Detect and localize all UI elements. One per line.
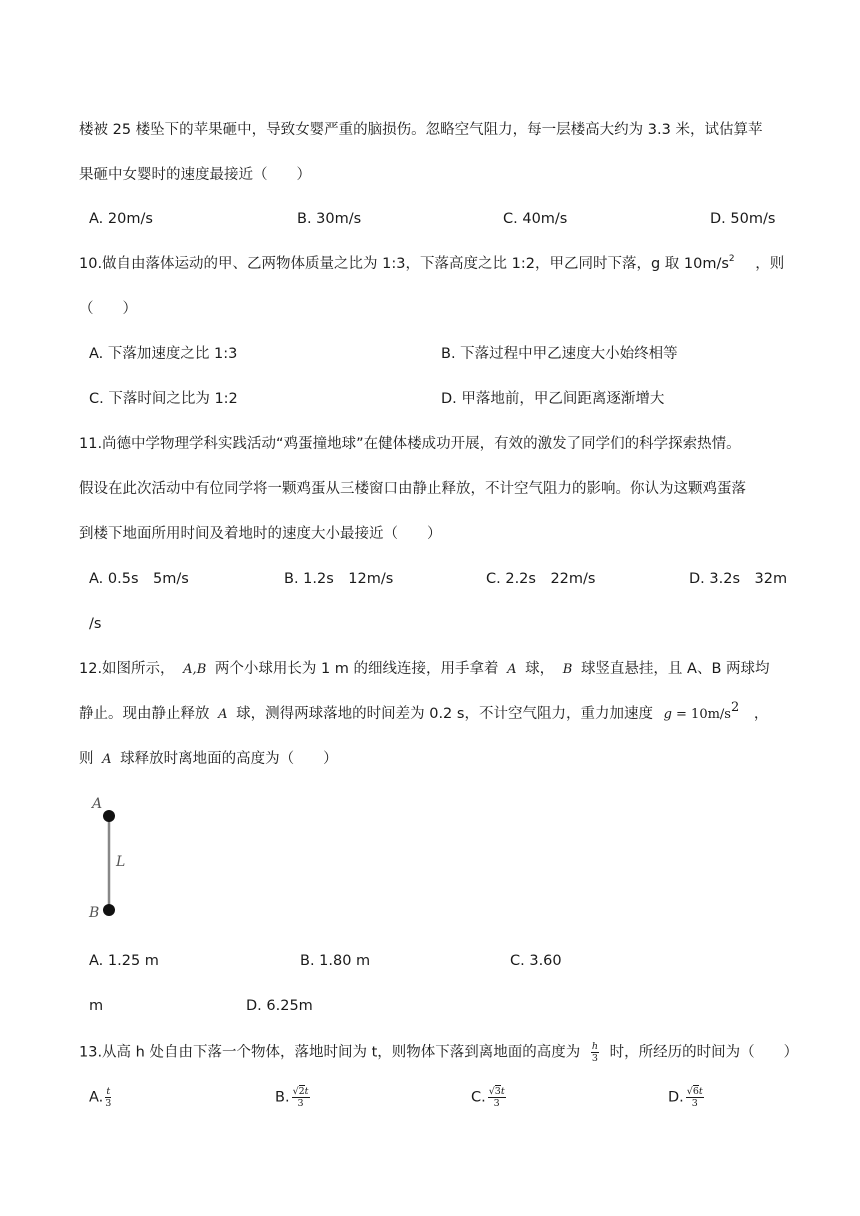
q12-stem-line3 (79, 749, 338, 770)
q13-option-d-label: D. (668, 1089, 684, 1106)
q13-option-c-label: C. (471, 1089, 486, 1106)
q12-math-b1: B (562, 662, 573, 677)
q11-stem-line3: 到楼下地面所用时间及着地时的速度大小最接近（ ） (79, 526, 442, 542)
q12-stem-line1 (79, 659, 770, 680)
q13-option-c-den: 3 (493, 1098, 500, 1109)
q9-option-a[interactable]: A. 20m/s (89, 211, 153, 227)
q13-option-c-num-wrap: √3t (488, 1086, 505, 1097)
q12-option-a[interactable]: A. 1.25 m (89, 953, 159, 969)
q11-option-d[interactable]: D. 3.2s 32m (689, 571, 788, 587)
q13-option-d-num: t (698, 1086, 703, 1097)
q13-option-a[interactable] (89, 1086, 113, 1109)
q13-stem (79, 1041, 798, 1064)
q13-option-c-frac (488, 1086, 506, 1109)
q10-option-c[interactable]: C. 下落时间之比为 1:2 (89, 391, 238, 407)
q13-frac-num: h (591, 1041, 598, 1052)
q10-stem-line2: （ ） (79, 301, 137, 317)
q13-option-a-label: A. (89, 1089, 104, 1106)
figure-label-a: A (92, 796, 103, 812)
q13-option-b-root: 2 (298, 1086, 305, 1097)
q13-option-b-den: 3 (297, 1098, 304, 1109)
q9-option-c[interactable]: C. 40m/s (503, 211, 568, 227)
q9-text-line1: 楼被 25 楼坠下的苹果砸中，导致女婴严重的脑损伤。忽略空气阻力，每一层楼高大约为 3.3 米，试估算苹 (79, 122, 763, 138)
q10-stem-text: 10.做自由落体运动的甲、乙两物体质量之比为 1:3，下落高度之比 1:2，甲乙同时下落，g 取 10m/s (79, 256, 729, 272)
q13-option-b[interactable] (275, 1086, 312, 1109)
q10-option-d[interactable]: D. 甲落地前，甲乙间距离逐渐增大 (441, 391, 665, 407)
q13-option-a-frac (105, 1086, 111, 1109)
q12-option-b[interactable]: B. 1.80 m (300, 953, 371, 969)
q13-option-d[interactable] (668, 1086, 706, 1109)
q12-math-a1: A (507, 662, 517, 677)
q13-option-b-frac (292, 1086, 310, 1109)
q12-math-a3: A (102, 752, 112, 767)
q12-stem-b: 两个小球用长为 1 m 的细线连接，用手拿着 (214, 661, 499, 677)
q13-option-d-frac (686, 1086, 704, 1109)
figure-ball-a (103, 810, 115, 822)
q12-stem-c: 球， (525, 661, 555, 677)
q11-option-a[interactable]: A. 0.5s 5m/s (89, 571, 189, 587)
q12-figure (84, 790, 144, 926)
q12-math-sup: 2 (730, 700, 740, 715)
q10-stem-sup: 2 (728, 254, 735, 264)
q13-option-c-root: 3 (494, 1086, 501, 1097)
figure-label-l: L (116, 854, 126, 870)
q12-stem2-a: 静止。现由静止释放 (79, 706, 210, 722)
q13-stem-b: 时，所经历的时间为（ ） (609, 1044, 799, 1061)
q11-stem-line1: 11.尚德中学物理学科实践活动“鸡蛋撞地球”在健体楼成功开展，有效的激发了同学们的科学探索热情。 (79, 436, 741, 452)
q12-math-ab: A,B (183, 662, 207, 677)
q9-option-b[interactable]: B. 30m/s (297, 211, 362, 227)
q13-option-d-num-wrap: √6t (686, 1086, 703, 1097)
q12-stem3-b: 球释放时离地面的高度为（ ） (120, 751, 338, 767)
q13-option-c[interactable] (471, 1086, 508, 1109)
q13-option-d-root: 6 (692, 1086, 699, 1097)
q13-fraction-h3 (591, 1041, 599, 1064)
q9-option-d[interactable]: D. 50m/s (710, 211, 776, 227)
q12-stem2-tail: ， (753, 706, 769, 722)
q13-option-d-den: 3 (691, 1098, 698, 1109)
q12-stem2-b: 球，测得两球落地的时间差为 0.2 s，不计空气阻力，重力加速度 (236, 706, 653, 722)
q12-math-g: g (663, 707, 672, 722)
q13-option-c-num: t (500, 1086, 505, 1097)
q13-option-a-num: t (106, 1086, 111, 1097)
q13-option-a-den: 3 (105, 1098, 112, 1109)
q13-option-b-label: B. (275, 1089, 290, 1106)
figure-label-b: B (89, 905, 100, 921)
q10-stem-line1 (79, 254, 784, 274)
q11-option-c[interactable]: C. 2.2s 22m/s (486, 571, 596, 587)
q9-text-line2: 果砸中女婴时的速度最接近（ ） (79, 167, 311, 183)
figure-ball-b (103, 904, 115, 916)
q12-stem-a: 12.如图所示， (79, 661, 175, 677)
q12-stem-line2 (79, 700, 769, 725)
q13-option-b-num: t (304, 1086, 309, 1097)
q10-option-a[interactable]: A. 下落加速度之比 1:3 (89, 346, 238, 362)
q13-stem-a: 13.从高 h 处自由下落一个物体，落地时间为 t，则物体下落到离地面的高度为 (79, 1044, 581, 1061)
q10-option-b[interactable]: B. 下落过程中甲乙速度大小始终相等 (441, 346, 678, 362)
q12-math-a2: A (218, 707, 228, 722)
q12-option-c-wrap: m (89, 998, 104, 1014)
q11-option-b[interactable]: B. 1.2s 12m/s (284, 571, 394, 587)
q11-option-d-wrap: /s (89, 616, 102, 632)
q13-option-b-num-wrap: √2t (292, 1086, 309, 1097)
q12-math-eq: = 10m/s (671, 707, 731, 722)
q12-option-d[interactable]: D. 6.25m (246, 998, 313, 1014)
q12-stem-d: 球竖直悬挂，且 A、B 两球均 (580, 661, 770, 677)
q12-stem3-a: 则 (79, 751, 94, 767)
q10-stem-tail: ，则 (755, 256, 785, 272)
q11-stem-line2: 假设在此次活动中有位同学将一颗鸡蛋从三楼窗口由静止释放，不计空气阻力的影响。你认为这颗鸡蛋落 (79, 481, 746, 497)
q13-frac-den: 3 (591, 1053, 598, 1064)
q12-option-c[interactable]: C. 3.60 (510, 953, 562, 969)
